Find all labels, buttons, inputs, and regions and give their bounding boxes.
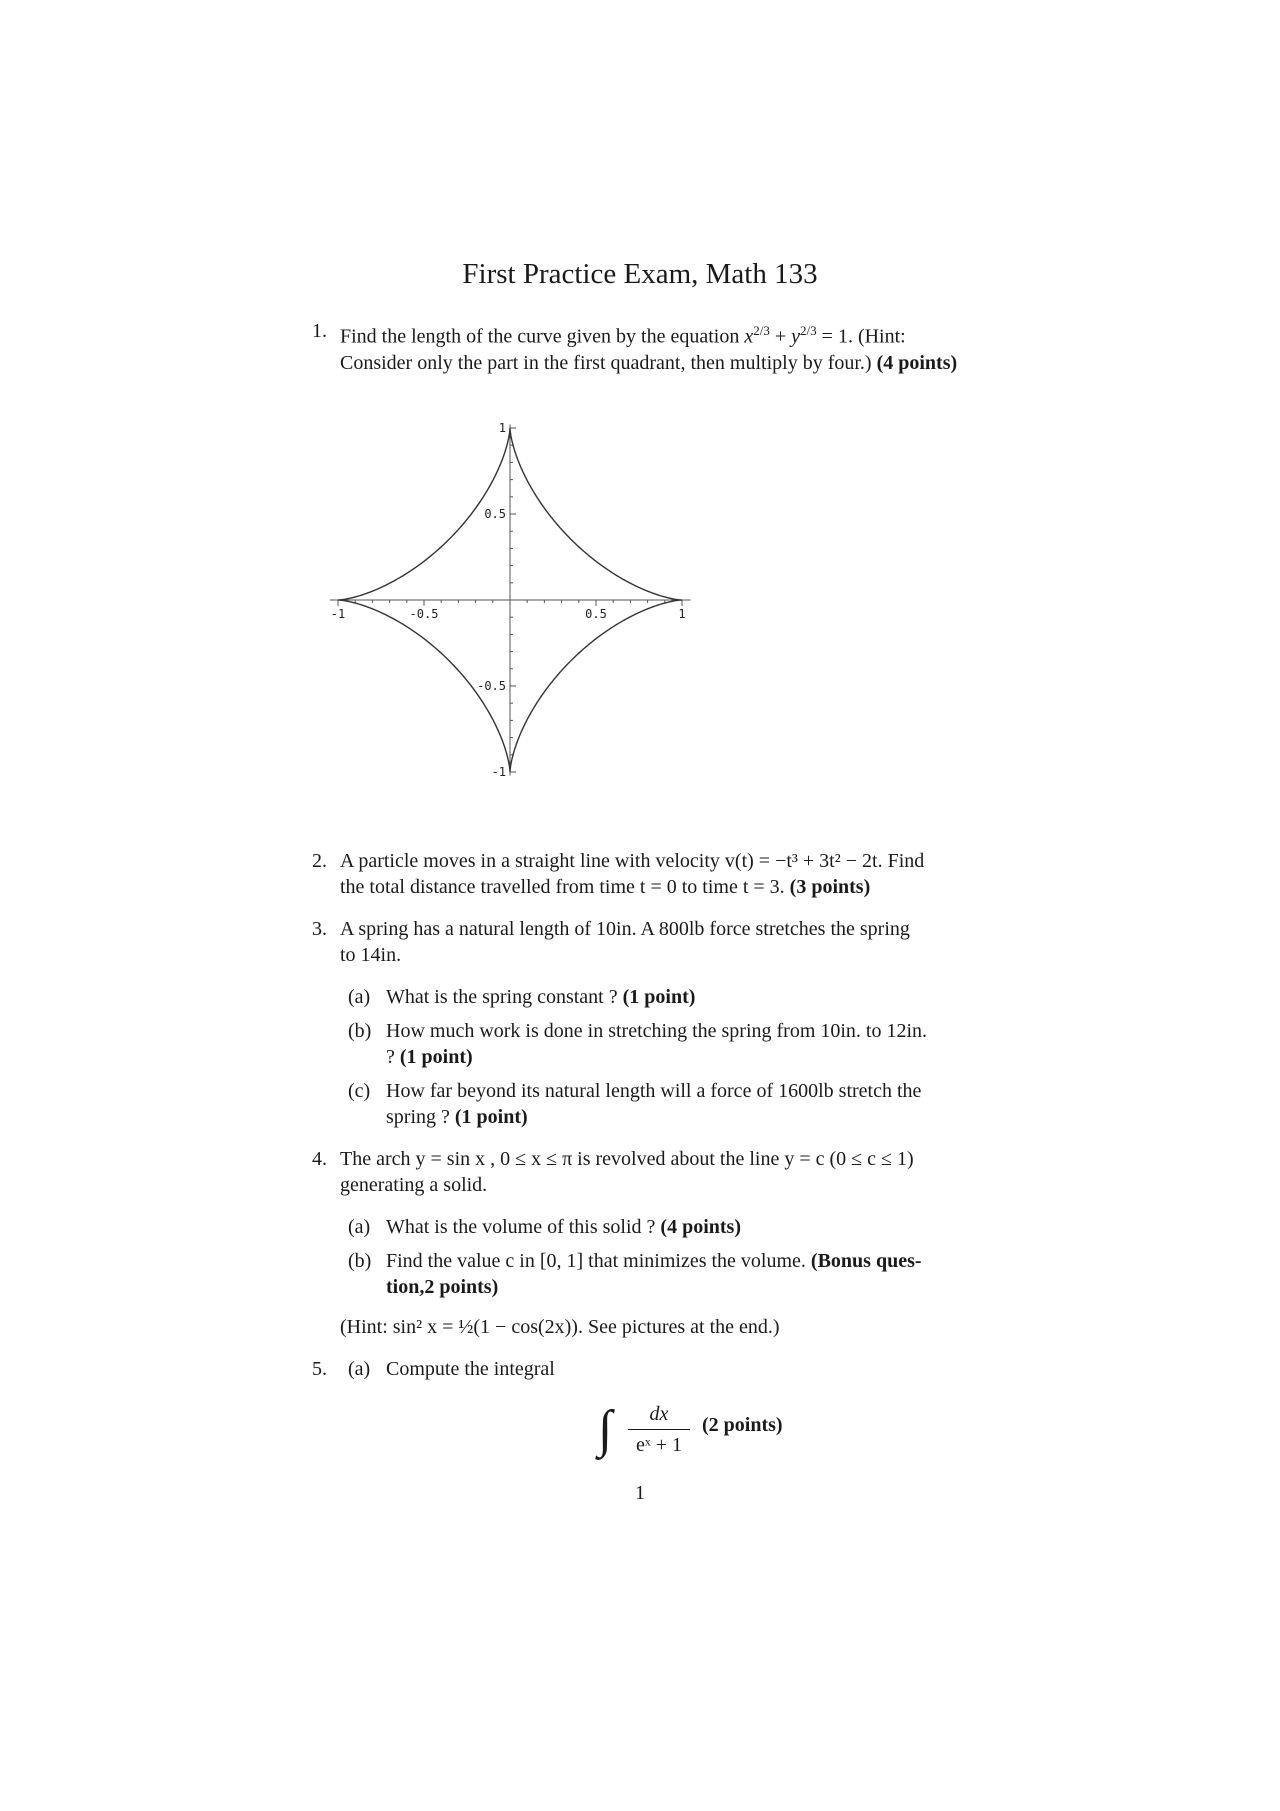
question-number: 1.	[312, 320, 327, 342]
subpart-label: (b)	[348, 1020, 372, 1042]
question-text: A particle moves in a straight line with velocity v(t) = −t³ + 3t² − 2t. Find	[340, 850, 925, 872]
question-3a	[348, 984, 1024, 1012]
question-3-body	[340, 916, 1024, 968]
x-tick-label: -1	[330, 607, 346, 621]
question-2	[312, 848, 1024, 902]
subpart-question-line-2	[386, 1104, 1024, 1130]
points-label: (4 points)	[660, 1216, 741, 1238]
question-3c	[348, 1078, 1024, 1132]
subpart-question: How far beyond its natural length will a force of 1600lb stretch the	[386, 1080, 922, 1102]
question-4	[312, 1146, 1024, 1200]
question-1	[312, 318, 1024, 398]
integral-fraction	[628, 1402, 690, 1457]
question-text: Consider only the part in the first quadrant, then multiply by four.)	[340, 351, 872, 374]
x-tick-label: 1	[678, 607, 686, 621]
x-tick-label: 0.5	[585, 607, 607, 621]
subpart-question: spring ?	[386, 1106, 450, 1128]
question-number: 2.	[312, 850, 327, 872]
fraction-bar	[628, 1429, 690, 1430]
points-label: (3 points)	[789, 876, 871, 898]
subpart-text	[386, 1214, 741, 1240]
question-2-body	[340, 848, 1024, 900]
question-5	[312, 1356, 1024, 1384]
y-tick-label: -0.5	[477, 679, 506, 693]
subpart-question-line-2	[386, 1044, 1024, 1070]
question-number: 3.	[312, 918, 327, 940]
subpart-label: (a)	[348, 1358, 371, 1380]
points-label: (1 point)	[454, 1106, 528, 1128]
question-1-line-1: Find the length of the curve given by the equation $x^{2/3} + y^{2/3} = 1$. (Hint:	[340, 323, 906, 348]
subpart-text	[386, 1018, 1024, 1070]
subpart-question: Find the value c in [0, 1] that minimizes the volume.	[386, 1250, 806, 1272]
question-3	[312, 916, 1024, 970]
question-4-body	[340, 1146, 1024, 1198]
y-tick-label: 0.5	[484, 507, 506, 521]
points-label: (1 point)	[622, 986, 696, 1008]
hint-label: (Hint:	[857, 325, 906, 348]
question-3b	[348, 1018, 1024, 1072]
points-label: (Bonus ques-	[810, 1250, 922, 1272]
y-tick-label: -1	[491, 765, 506, 779]
question-1-line-2	[340, 350, 1024, 376]
subpart-label: (b)	[348, 1250, 372, 1272]
astroid-plot	[330, 420, 700, 790]
hint-text: (Hint: sin² x = ½(1 − cos(2x)). See pictures at the end.)	[340, 1316, 780, 1338]
subpart-label: (a)	[348, 1216, 371, 1238]
points-label	[702, 1414, 783, 1437]
subpart-question: ?	[386, 1046, 395, 1068]
points-label: tion,2 points)	[386, 1276, 499, 1298]
question-4-hint	[340, 1314, 1024, 1342]
question-text: the total distance travelled from time t = 0 to time t = 3.	[340, 876, 785, 898]
question-1-body	[340, 318, 1024, 376]
question-text: A spring has a natural length of 10in. A 800lb force stretches the spring	[340, 918, 910, 940]
question-number: 5.	[312, 1358, 327, 1380]
page-number: 1	[635, 1482, 645, 1504]
question-text: Find the length of the curve given by the equation	[340, 325, 740, 348]
points-label: (1 point)	[399, 1046, 473, 1068]
subpart-text	[386, 1078, 1024, 1130]
subpart-text	[386, 984, 695, 1010]
integral-expression	[598, 1400, 838, 1470]
integral-numerator: dx	[649, 1403, 669, 1425]
question-number: 4.	[312, 1148, 327, 1170]
integral-sign: ∫	[598, 1401, 613, 1458]
question-4a	[348, 1214, 1024, 1242]
question-text: generating a solid.	[340, 1174, 488, 1196]
subpart-label: (c)	[348, 1080, 371, 1102]
subpart-question: Compute the integral	[386, 1358, 555, 1380]
page-title: First Practice Exam, Math 133	[462, 258, 818, 290]
subpart-question-line-1	[386, 1248, 1024, 1274]
x-tick-label: -0.5	[409, 607, 439, 621]
subpart-text	[386, 1248, 1024, 1300]
subpart-question: How much work is done in stretching the spring from 10in. to 12in.	[386, 1020, 928, 1042]
subpart-question: What is the volume of this solid ?	[386, 1216, 656, 1238]
points-value: (2 points)	[702, 1414, 783, 1436]
points-label: (4 points)	[876, 351, 958, 374]
question-text: to 14in.	[340, 944, 402, 966]
y-tick-label: 1	[498, 421, 506, 435]
question-text: The arch y = sin x , 0 ≤ x ≤ π is revolved about the line y = c (0 ≤ c ≤ 1)	[340, 1148, 914, 1170]
subpart-label: (a)	[348, 986, 371, 1008]
integral-denominator: eˣ + 1	[636, 1434, 682, 1456]
question-4b	[348, 1248, 1024, 1302]
subpart-question: What is the spring constant ?	[386, 986, 618, 1008]
question-2-line-2	[340, 874, 1024, 900]
